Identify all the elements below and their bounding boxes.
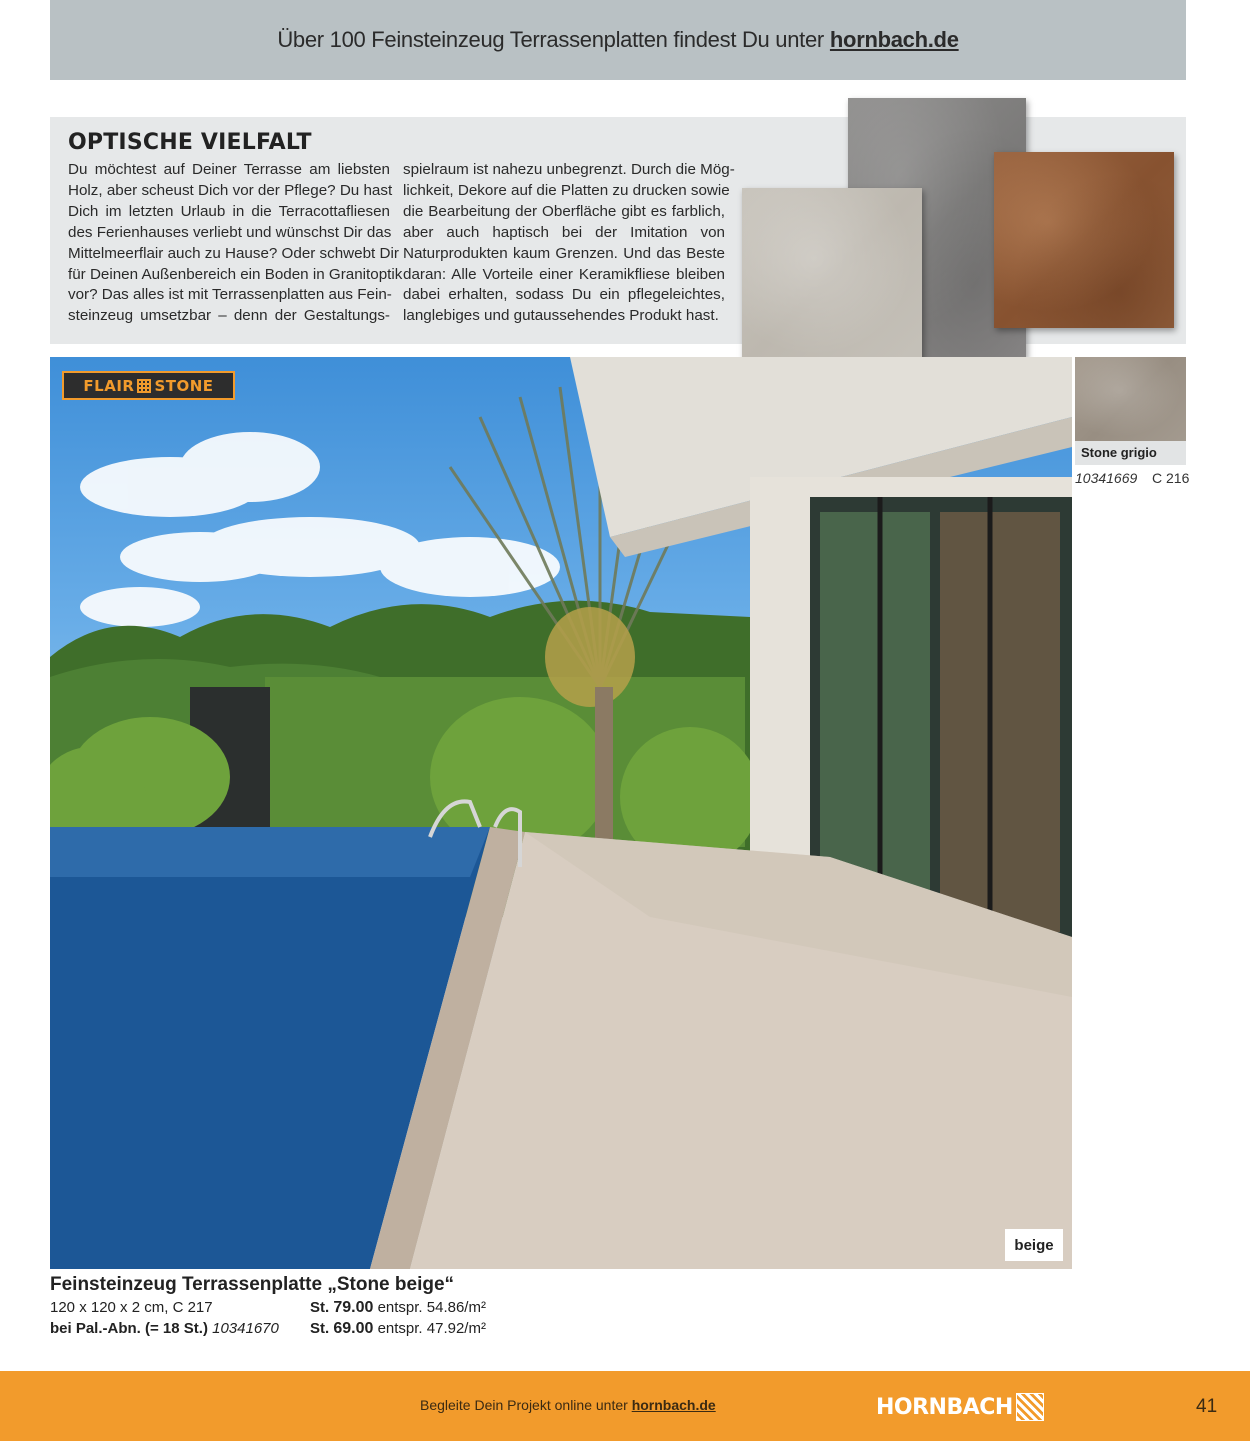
- text-line: Du möchtest auf Deiner Terrasse am liebsten: [68, 161, 390, 178]
- tile-sample-beige: [742, 188, 922, 364]
- flairstone-logo: [62, 371, 235, 400]
- text-line: Mittelmeerflair auch zu Hause? Oder schwebt Dir: [68, 244, 399, 262]
- banner-text: Über 100 Feinsteinzeug Terrassenplatten findest Du unter: [277, 27, 824, 52]
- text-line: des Ferienhauses verliebt und wünschst Dir das: [68, 223, 392, 241]
- intro-text-column-2: [403, 160, 735, 327]
- text-line: die Bearbeitung der Oberfläche gibt es farblich,: [403, 202, 725, 220]
- footer-link[interactable]: hornbach.de: [631, 1397, 716, 1413]
- price-note: entspr. 54.86/m²: [377, 1299, 486, 1316]
- terrace-photo-illustration: [50, 357, 1072, 1269]
- text-line: langlebiges und gutaussehendes Produkt hast.: [403, 307, 719, 325]
- footer-caption: Begleite Dein Projekt online unter: [420, 1397, 628, 1413]
- hornbach-logo-text: HORNBACH: [876, 1394, 1013, 1420]
- price-pallet: [310, 1320, 486, 1338]
- hornbach-logo: [876, 1391, 1044, 1423]
- text-line: spielraum ist nahezu unbegrenzt. Durch die Mög-: [403, 161, 735, 178]
- product-size: 120 x 120 x 2 cm, C 217: [50, 1299, 213, 1316]
- text-line: dabei erhalten, sodass Du ein pflegeleichtes,: [403, 286, 725, 304]
- price-value: 69.00: [333, 1320, 374, 1337]
- product-title: Feinsteinzeug Terrassenplatte „Stone beige“: [50, 1274, 455, 1295]
- top-banner: [50, 0, 1186, 80]
- text-line: aber auch haptisch bei der Imitation von: [403, 223, 725, 241]
- price-unit: St.: [310, 1299, 330, 1316]
- text-line: Holz, aber scheust Dich vor der Pflege? Du hast: [68, 181, 393, 199]
- pallet-article-number: 10341670: [212, 1320, 279, 1337]
- text-line: lichkeit, Dekore auf die Platten zu drucken sowie: [403, 181, 730, 199]
- price-unit: St.: [310, 1320, 330, 1337]
- logo-text-right: STONE: [154, 376, 214, 395]
- swatch-article-number: 10341669: [1075, 470, 1138, 486]
- price-note: entspr. 47.92/m²: [377, 1320, 486, 1337]
- pallet-label: bei Pal.-Abn. (= 18 St.): [50, 1320, 208, 1337]
- hornbach-mark-icon: [1016, 1393, 1044, 1421]
- text-line: Dich im letzten Urlaub in die Terracottafliesen: [68, 202, 390, 220]
- page-number: 41: [1196, 1396, 1218, 1417]
- logo-grid-icon: [137, 379, 151, 393]
- footer-text: [420, 1397, 716, 1413]
- text-line: für Deinen Außenbereich ein Boden in Granitoptik: [68, 265, 403, 283]
- intro-title: OPTISCHE VIELFALT: [68, 130, 312, 155]
- price-value: 79.00: [333, 1299, 374, 1316]
- stone-grigio-swatch: [1075, 357, 1186, 441]
- swatch-code: C 216: [1152, 470, 1190, 486]
- product-pallet-line: [50, 1320, 279, 1337]
- banner-link[interactable]: hornbach.de: [829, 27, 959, 52]
- text-line: daran: Alle Vorteile einer Keramikfliese bleiben: [403, 265, 725, 283]
- text-line: vor? Das alles ist mit Terrassenplatten aus Fein-: [68, 286, 392, 304]
- tile-sample-terracotta: [994, 152, 1174, 328]
- terrace-photo: [50, 357, 1072, 1269]
- text-line: Naturprodukten kaum Grenzen. Und das Beste: [403, 244, 725, 262]
- price-single: [310, 1299, 486, 1317]
- logo-text-left: FLAIR: [83, 376, 135, 395]
- text-line: steinzeug umsetzbar – denn der Gestaltungs-: [68, 307, 390, 325]
- photo-color-label: beige: [1005, 1229, 1063, 1261]
- intro-text-column-1: [68, 160, 403, 327]
- swatch-name: Stone grigio: [1075, 441, 1186, 465]
